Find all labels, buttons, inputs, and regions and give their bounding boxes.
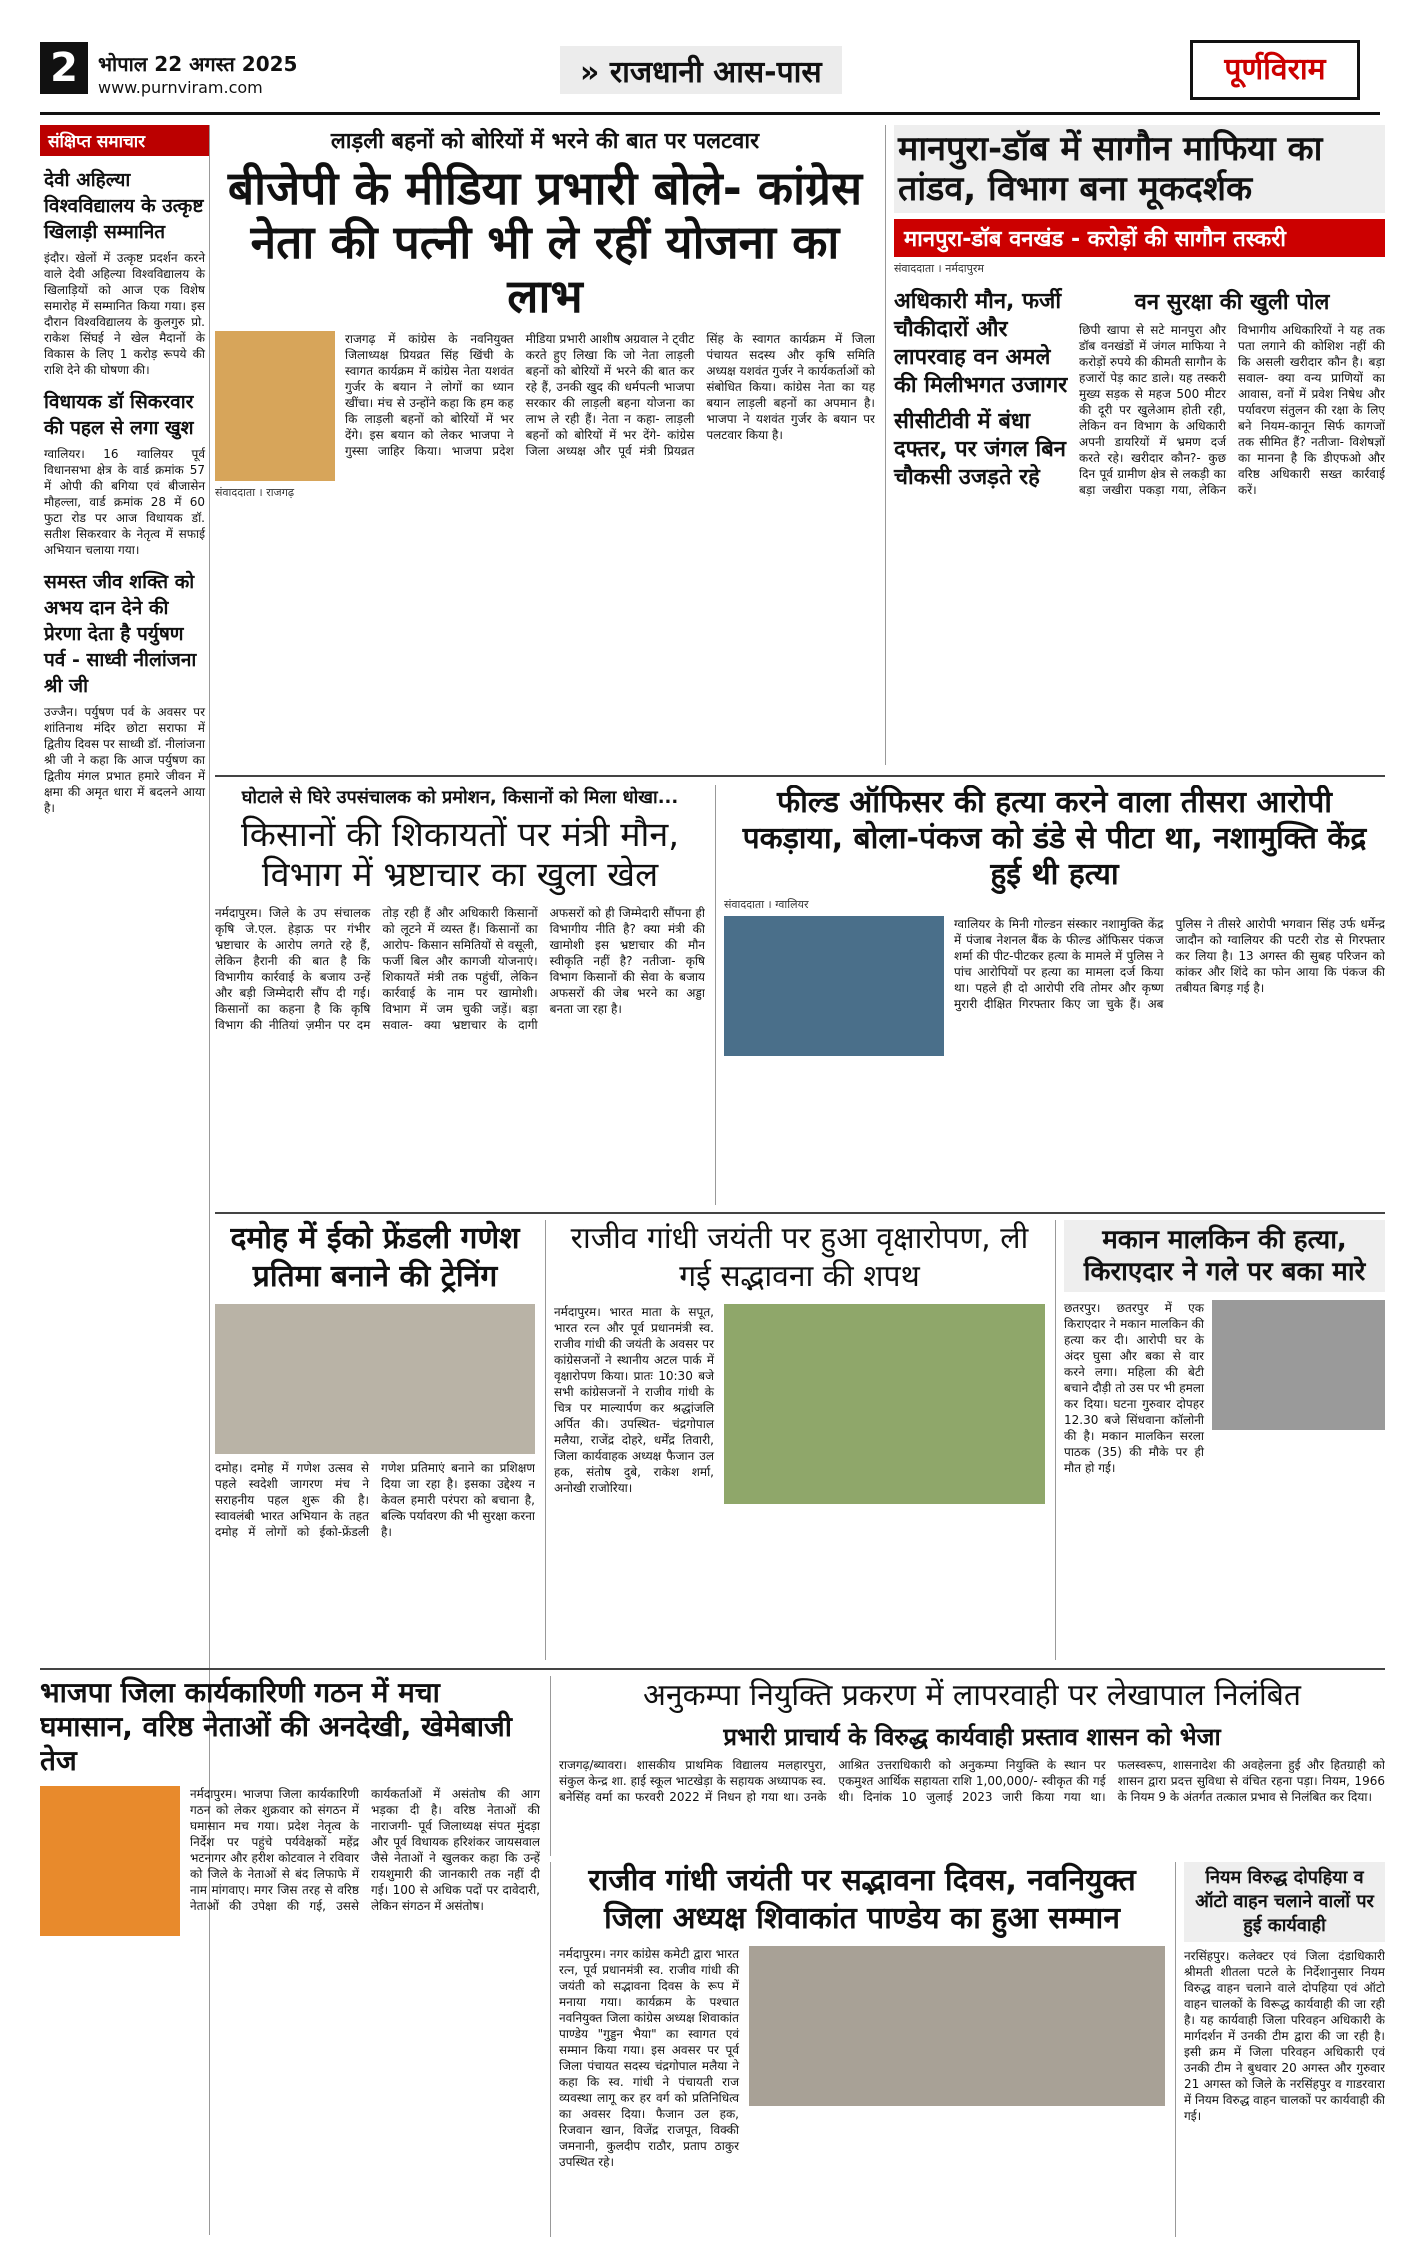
bjp-flag-photo <box>40 1786 180 1936</box>
story-headline: नियम विरुद्ध दोपहिया व ऑटो वाहन चलाने वालों पर हुई कार्यवाही <box>1184 1862 1385 1942</box>
page-number: 2 <box>40 42 88 94</box>
story-teak-mafia <box>885 125 1385 765</box>
sidebar-item-title: विधायक डॉ सिकरवार की पहल से लगा खुश <box>44 391 194 439</box>
masthead <box>0 0 1417 110</box>
story-auto-action <box>1175 1862 1385 2237</box>
story-body: नर्मदापुरम। भाजपा जिला कार्यकारिणी गठन को लेकर शुक्रवार को संगठन में घमासान मच गया। प्रदेश नेतृत्व के निर्देश पर पहुंचे पर्यवेक्षकों महेंद्र भटनागर और हरीश कोटवाल ने रविवार को जिले के नेताओं से बंद लिफाफे में नाम मांगवाए। मगर जिस तरह से वरिष्ठ नेताओं की उपेक्षा की गई, उससे कार्यकर्ताओं में असंतोष की आग भड़का दी है। वरिष्ठ नेताओं की नाराजगी- पूर्व जिलाध्यक्ष संपत मुंदड़ा और पूर्व विधायक हरिशंकर जायसवाल जैसे नेताओं ने खुलकर कहा कि उन्हें रायशुमारी की जानकारी तक नहीं दी गई। 100 से अधिक पदों पर दावेदारी, लेकिन संगठन में असंतोष। <box>190 1787 540 1913</box>
story-body: ग्वालियर के मिनी गोल्डन संस्कार नशामुक्ति केंद्र में पंजाब नेशनल बैंक के फील्ड ऑफिसर पंकज शर्मा की पीट-पीटकर हत्या के मामले में पुलिस ने पांच आरोपियों पर हत्या का मामला दर्ज किया था। पहले ही दो आरोपी रवि तोमर और कृष्ण मुरारी दीक्षित गिरफ्तार किए जा चुके हैं। अब पुलिस ने तीसरे आरोपी भगवान सिंह उर्फ धर्मेन्द्र जादौन को ग्वालियर की पटरी रोड से गिरफ्तार कर लिया है। 13 अगस्त की सुबह परिजन को कांकर और शिंदे का फोन आया कि पंकज की तबीयत बिगड़ गई है। <box>954 917 1385 1011</box>
edition-date: भोपाल 22 अगस्त 2025 <box>98 52 298 76</box>
sidebar-item-body: ग्वालियर। 16 ग्वालियर पूर्व विधानसभा क्षेत्र के वार्ड क्रमांक 57 में ओपी की बगिया एवं बीजासेन मौहल्ला, वार्ड क्रमांक 28 में 60 फुटा रोड पर आज विधायक डॉ. सतीश सिकरवार के नेतृत्व में सफाई अभियान चलाया गया। <box>44 447 205 557</box>
section-label: राजधानी आस-पास <box>609 55 822 90</box>
story-redbar: मानपुरा-डॉब वनखंड - करोड़ों की सागौन तस्करी <box>894 219 1385 257</box>
crime-scene-photo <box>1212 1300 1385 1430</box>
story-headline: राजीव गांधी जयंती पर हुआ वृक्षारोपण, ली गई सद्भावना की शपथ <box>570 1221 1029 1294</box>
story-byline: संवाददाता । नर्मदापुरम <box>894 262 984 275</box>
story-body: दमोह। दमोह में गणेश उत्सव से पहले स्वदेशी जागरण मंच ने सराहनीय पहल शुरू की है। स्वावलंबी भारत अभियान के तहत दमोह में लोगों को ईको-फ्रेंडली गणेश प्रतिमाएं बनाने का प्रशिक्षण दिया जा रहा है। इसका उद्देश्य न केवल हमारी परंपरा को बचाना है, बल्कि पर्यावरण की भी सुरक्षा करना है। <box>215 1461 535 1539</box>
story-subhead: प्रभारी प्राचार्य के विरुद्ध कार्यवाही प्रस्ताव शासन को भेजा <box>723 1723 1221 1751</box>
story-headline: दमोह में ईको फ्रेंडली गणेश प्रतिमा बनाने की ट्रेनिंग <box>230 1221 520 1294</box>
story-kicker: घोटाले से घिरे उपसंचालक को प्रमोशन, किसानों को मिला धोखा... <box>241 787 679 808</box>
story-subhead: वन सुरक्षा की खुली पोल <box>1134 290 1330 315</box>
training-photo <box>215 1304 535 1454</box>
accused-photos <box>724 916 944 1056</box>
story-body: नर्मदापुरम। भारत माता के सपूत, भारत रत्न और पूर्व प्रधानमंत्री स्व. राजीव गांधी की जयंती के अवसर पर कांग्रेसजनों ने स्थानीय अटल पार्क में वृक्षारोपण किया। प्रातः 10:30 बजे सभी कांग्रेसजनों ने राजीव गांधी के चित्र पर माल्यार्पण कर श्रद्धांजलि अर्पित की। उपस्थित- चंद्रगोपाल मलैया, राजेंद्र दोहरे, धर्मेंद्र तिवारी, जिला कार्यवाहक अध्यक्ष फैजान उल हक, संतोष दुबे, राकेश शर्मा, अनोखी राजोरिया। <box>554 1305 714 1495</box>
chevron-right-icon: » <box>580 55 600 90</box>
story-bullet: सीसीटीवी में बंधा दफ्तर, पर जंगल बिन चौकसी उजड़ते रहे <box>894 409 1067 490</box>
story-landlady-murder <box>1055 1220 1385 1660</box>
story-sadbhavna-day <box>550 1862 1165 2237</box>
story-headline: अनुकम्पा नियुक्ति प्रकरण में लापरवाही पर लेखापाल निलंबित <box>643 1678 1301 1713</box>
divider <box>215 775 1385 777</box>
story-body: नर्मदापुरम। नगर कांग्रेस कमेटी द्वारा भारत रत्न, पूर्व प्रधानमंत्री स्व. राजीव गांधी की जयंती को सद्भावना दिवस के रूप में मनाया गया। कार्यक्रम के पश्चात नवनियुक्त जिला कांग्रेस अध्यक्ष शिवाकांत पाण्डेय "गुड्डन भैया" का स्वागत एवं सम्मान किया गया। इस अवसर पर पूर्व जिला पंचायत सदस्य चंद्रगोपाल मलैया ने कहा कि स्व. गांधी ने पंचायती राज व्यवस्था लागू कर हर वर्ग को प्रतिनिधित्व का अवसर दिया। फैजान उल हक, रिजवान खान, विजेंद्र राजपूत, विक्की जमनानी, कुलदीप राठौर, प्रताप ठाकुर उपस्थित रहे। <box>559 1947 739 2169</box>
story-bjp-executive <box>40 1676 540 2236</box>
sidebar-item-body: उज्जैन। पर्युषण पर्व के अवसर पर शांतिनाथ मंदिर छोटा सराफा में द्वितीय दिवस पर साध्वी डॉ. नीलांजना श्री जी ने कहा कि आज पर्युषण का द्वितीय मंगल प्रभात हमारे जीवन में क्षमा की अमृत धारा में बदलने आया है। <box>44 705 205 815</box>
story-headline: बीजेपी के मीडिया प्रभारी बोले- कांग्रेस नेता की पत्नी भी ले रहीं योजना का लाभ <box>227 161 863 323</box>
woman-photo <box>215 331 335 481</box>
story-bjp-media <box>215 125 875 765</box>
story-headline: राजीव गांधी जयंती पर सद्भावना दिवस, नवनियुक्त जिला अध्यक्ष शिवाकांत पाण्डेय का हुआ सम्मान <box>588 1863 1136 1936</box>
story-headline: मकान मालकिन की हत्या, किराएदार ने गले पर बका मारे <box>1064 1220 1385 1292</box>
story-bullet: अधिकारी मौन, फर्जी चौकीदारों और लापरवाह वन अमले की मिलीभगत उजागर <box>894 289 1068 398</box>
story-ganesh-training <box>215 1220 535 1660</box>
story-body: नरसिंहपुर। कलेक्टर एवं जिला दंडाधिकारी श्रीमती शीतला पटले के निर्देशानुसार नियम विरुद्ध वाहन चलाने वाले दोपहिया एवं ऑटो वाहन चालकों के विरूद्ध कार्यवाही की जा रही है। यह कार्यवाही जिला परिवहन अधिकारी के मार्गदर्शन में उनकी टीम द्वारा की जा रही है। इसी क्रम में जिला परिवहन अधिकारी एवं उनकी टीम ने बुधवार 20 अगस्त और गुरुवार 21 अगस्त को जिले के नरसिंहपुर व गाडरवारा में नियम विरुद्ध वाहन चालकों पर कार्यवाही की गई। <box>1184 1949 1385 2123</box>
header-rule <box>40 112 1380 115</box>
sidebar-item-body: इंदौर। खेलों में उत्कृष्ट प्रदर्शन करने वाले देवी अहिल्या विश्वविद्यालय के खिलाड़ियों को आज एक विशेष समारोह में सम्मानित किया गया। इस दौरान विश्वविद्यालय के कुलगुरु प्रो. राकेश सिंघई ने खेल मैदानों के विकास के लिए 1 करोड़ रूपये की राशि देने की घोषणा की। <box>44 251 205 377</box>
section-title <box>560 46 842 94</box>
sidebar-item-title: देवी अहिल्या विश्वविद्यालय के उत्कृष्ट खिलाड़ी सम्मानित <box>44 169 204 243</box>
divider <box>215 1212 1385 1214</box>
story-field-officer-murder <box>715 785 1385 1205</box>
sidebar-item-title: समस्त जीव शक्ति को अभय दान देने की प्रेरणा देता है पर्युषण पर्व - साध्वी नीलांजना श्री जी <box>44 571 197 697</box>
story-kicker: लाड़ली बहनों को बोरियों में भरने की बात पर पलटवार <box>330 129 760 154</box>
story-body: राजगढ़ में कांग्रेस के नवनियुक्त जिलाध्यक्ष प्रियव्रत सिंह खिंची के स्वागत कार्यक्रम में कांग्रेस नेता यशवंत गुर्जर के बयान ने लोगों का ध्यान खींचा। मंच से उन्होंने कहा कि हम कह कि लाड़ली बहनों को बोरियों में भर देंगे। इस बयान को लेकर भाजपा ने गुस्सा जाहिर किया। भाजपा प्रदेश मीडिया प्रभारी आशीष अग्रवाल ने ट्वीट करते हुए लिखा कि जो नेता लाड़ली बहनों को बोरियों में भरने की बात कर रहे हैं, उनकी खुद की धर्मपत्नी भाजपा सरकार की लाड़ली बहना योजना का लाभ ले रही हैं। नेता न कहा- लाड़ली बहनों को बोरियों में भर देंगे- कांग्रेस जिला अध्यक्ष और पूर्व मंत्री प्रियव्रत सिंह के स्वागत कार्यक्रम में जिला पंचायत सदस्य और कृषि समिति अध्यक्ष यशवंत गुर्जर ने कार्यकर्ताओं को संबोधित किया। कांग्रेस नेता का यह बयान लाड़ली बहनों का अपमान है। भाजपा ने यशवंत गुर्जर के बयान पर पलटवार किया है। <box>345 332 875 458</box>
story-headline: मानपुरा-डॉब में सागौन माफिया का तांडव, विभाग बना मूकदर्शक <box>894 125 1385 213</box>
plantation-photo <box>724 1304 1045 1504</box>
story-byline: संवाददाता । राजगढ़ <box>215 486 295 499</box>
sidebar-heading: संक्षिप्त समाचार <box>40 125 209 156</box>
site-url[interactable]: www.purnviram.com <box>98 78 263 97</box>
event-photo <box>749 1946 1165 2106</box>
story-body: नर्मदापुरम। जिले के उप संचालक कृषि जे.एल. हेड़ाऊ पर गंभीर भ्रष्टाचार के आरोप लगते रहे हैं, लेकिन हैरानी की बात है कि विभागीय कार्रवाई के बजाय उन्हें और बड़ी जिम्मेदारी सौंप दी गई। किसानों का कहना है कि कृषि विभाग की नीतियां ज़मीन पर दम तोड़ रही हैं और अधिकारी किसानों को लूटने में व्यस्त हैं। किसानों का आरोप- किसान समितियों से वसूली, फर्जी बिल और कागजी योजनाएं। शिकायतें मंत्री तक पहुंचीं, लेकिन कार्रवाई के नाम पर खामोशी। विभाग में जम चुकी जड़ें। बड़ा सवाल- क्या भ्रष्टाचार के दागी अफसरों को ही जिम्मेदारी सौंपना ही विभागीय नीति है? क्या मंत्री की खामोशी इस भ्रष्टाचार की मौन स्वीकृति नहीं है? नतीजा- कृषि विभाग किसानों की सेवा के बजाय अफसरों की जेब भरने का अड्डा बनता जा रहा है। <box>215 906 705 1032</box>
newspaper-logo: पूर्णविराम <box>1190 40 1360 100</box>
story-headline: फील्ड ऑफिसर की हत्या करने वाला तीसरा आरोपी पकड़ाया, बोला-पंकज को डंडे से पीटा था, नशामुक्ति केंद्र हुई थी हत्या <box>742 785 1367 892</box>
divider <box>40 1668 1385 1670</box>
story-headline: किसानों की शिकायतों पर मंत्री मौन, विभाग में भ्रष्टाचार का खुला खेल <box>240 815 680 895</box>
story-body: राजगढ़/ब्यावरा। शासकीय प्राथमिक विद्यालय मलहारपुरा, संकुल केन्द्र शा. हाई स्कूल भाटखेड़ा के सहायक अध्यापक स्व. बनेसिंह वर्मा का फरवरी 2022 में निधन हो गया था। उनके आश्रित उत्तराधिकारी को अनुकम्पा नियुक्ति के स्थान पर एकमुश्त आर्थिक सहायता राशि 1,00,000/- स्वीकृत की गई थी। दिनांक 10 जुलाई 2023 जारी किया गया था। फलस्वरूप, शासनादेश की अवहेलना हुई और हितग्राही को शासन द्वारा प्रदत्त सुविधा से वंचित रहना पड़ा। नियम, 1966 के नियम 9 के अंतर्गत तत्काल प्रभाव से निलंबित कर दिया। <box>559 1758 1385 1804</box>
story-farmers <box>215 785 705 1205</box>
story-body: छिपी खापा से सटे मानपुरा और डॉब वनखंडों में जंगल माफिया ने करोड़ों रुपये की कीमती सागौन के हजारों पेड़ काट डाले। यह तस्करी मुख्य सड़क से महज 500 मीटर की दूरी पर खुलेआम होती रही, लेकिन वन विभाग के अधिकारी अपनी डायरियों में भ्रमण दर्ज करते रहे। खरीदार कौन?- कुछ दिन पूर्व ग्रामीण क्षेत्र से लकड़ी का बड़ा जखीरा पकड़ा गया, लेकिन विभागीय अधिकारियों ने यह तक पता लगाने की कोशिश नहीं की कि असली खरीदार कौन है। बड़ा सवाल- क्या वन्य प्राणियों का आवास, वनों में प्रवेश निषेध और पर्यावरण संतुलन की रक्षा के लिए बने नियम-कानून सिर्फ कागजों तक सीमित हैं? नतीजा- विशेषज्ञों का मानना है कि डीएफओ और वरिष्ठ अधिकारी सख्त कार्रवाई करें। <box>1079 323 1385 497</box>
story-clerk-suspended <box>550 1676 1385 1856</box>
story-plantation <box>545 1220 1045 1660</box>
story-byline: संवाददाता । ग्वालियर <box>724 898 809 911</box>
story-headline: भाजपा जिला कार्यकारिणी गठन में मचा घमासान, वरिष्ठ नेताओं की अनदेखी, खेमेबाजी तेज <box>40 1676 513 1777</box>
story-body: छतरपुर। छतरपुर में एक किराएदार ने मकान मालकिन की हत्या कर दी। आरोपी घर के अंदर घुसा और बका से वार करने लगा। महिला की बेटी बचाने दौड़ी तो उस पर भी हमला कर दिया। घटना गुरुवार दोपहर 12.30 बजे सिंधवाना कॉलोनी की है। मकान मालकिन सरला पाठक (35) की मौके पर ही मौत हो गई। <box>1064 1301 1204 1475</box>
